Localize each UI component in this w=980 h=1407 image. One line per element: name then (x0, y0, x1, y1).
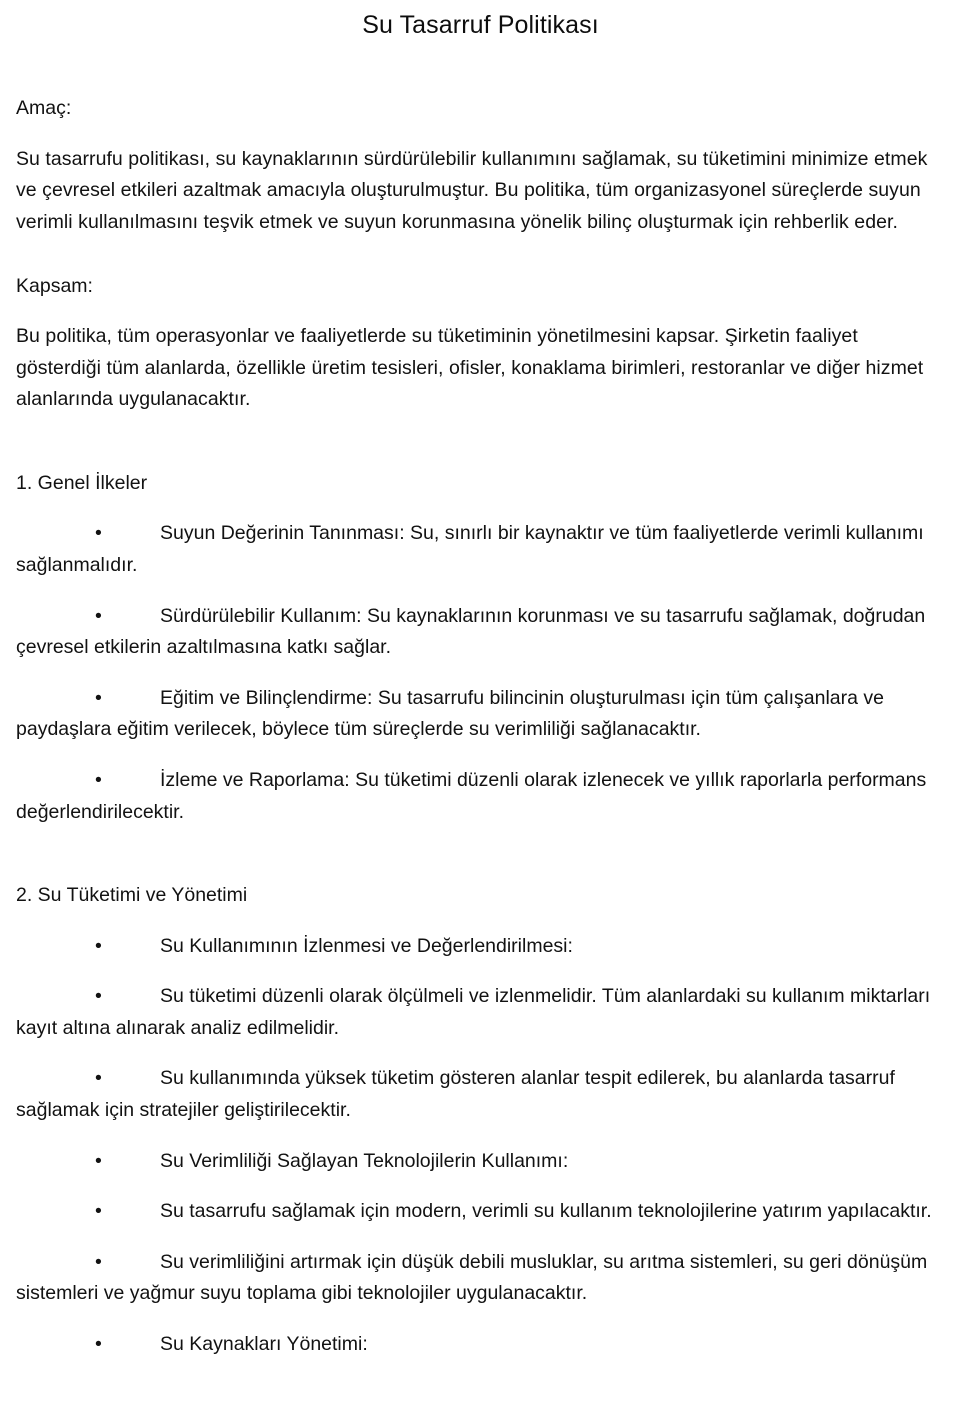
section-label-amac: Amaç: (16, 97, 72, 120)
list-item (16, 1329, 945, 1361)
section-spacer-2 (16, 416, 945, 468)
gap (16, 499, 945, 518)
list-item (16, 981, 945, 1044)
gap (16, 582, 945, 601)
list-item-text: Su Verimliliği Sağlayan Teknolojilerin Kullanımı: (160, 1149, 569, 1172)
bullet-icon: • (95, 1149, 102, 1172)
list-item-text: Su Kullanımının İzlenmesi ve Değerlendirilmesi: (160, 934, 573, 957)
list-item-text: Su tasarrufu sağlamak için modern, verimli su kullanım teknolojilerine yatırım yapılacaktır. (160, 1200, 932, 1223)
bullet-icon: • (95, 604, 102, 627)
list-item-text: Suyun Değerinin Tanınması: Su, sınırlı bir kaynaktır ve tüm faaliyetlerde verimli kullanımı sağlanmalıdır. (16, 522, 924, 577)
section-spacer-1 (16, 239, 945, 271)
bullet-icon: • (95, 1250, 102, 1273)
section-body-kapsam: Bu politika, tüm operasyonlar ve faaliyetlerde su tüketiminin yönetilmesini kapsar. Şirketin faaliyet gösterdiği tüm alanlarda, özellikle üretim tesisleri, ofisler, konaklama birimleri, restoranlar ve diğer hizmet alanlarında uygulanacaktır. (16, 325, 924, 411)
bullet-icon: • (95, 934, 102, 957)
gap (16, 912, 945, 931)
section-heading-2: 2. Su Tüketimi ve Yönetimi (16, 884, 248, 907)
bullet-icon: • (95, 522, 102, 545)
bullet-icon: • (95, 686, 102, 709)
section-body-amac: Su tasarrufu politikası, su kaynaklarının sürdürülebilir kullanımını sağlamak, su tüketimini minimize etmek ve çevresel etkileri azaltmak amacıyla oluşturulmuştur. Bu politika, tüm organizasyonel süreçlerde suyun verimli kullanılmasını teşvik etmek ve suyun korunmasına yönelik bilinç oluşturmak için rehberlik eder. (16, 147, 928, 233)
list-item (16, 1063, 945, 1126)
bullet-icon: • (95, 985, 102, 1008)
gap (16, 1310, 945, 1329)
list-item-text: Su verimliliğini artırmak için düşük debili musluklar, su arıtma sistemleri, su geri dönüşüm sistemleri ve yağmur suyu toplama gibi teknolojiler uygulanacaktır. (16, 1250, 928, 1305)
page-title: Su Tasarruf Politikası (362, 11, 599, 39)
list-item (16, 1146, 945, 1178)
list-item (16, 518, 945, 581)
gap (16, 1177, 945, 1196)
bullet-icon: • (95, 1067, 102, 1090)
gap (16, 1127, 945, 1146)
gap (16, 746, 945, 765)
bullet-icon: • (95, 1332, 102, 1355)
gap (16, 664, 945, 683)
gap (16, 1228, 945, 1247)
gap (16, 302, 945, 321)
gap (16, 962, 945, 981)
list-item (16, 765, 945, 828)
title-spacer (16, 41, 945, 93)
list-item-text: Sürdürülebilir Kullanım: Su kaynaklarının korunması ve su tasarrufu sağlamak, doğrudan çevresel etkilerin azaltılmasına katkı sağlar. (16, 604, 926, 659)
bullet-icon: • (95, 768, 102, 791)
bullet-icon: • (95, 1200, 102, 1223)
list-item (16, 1247, 945, 1310)
list-item-text: İzleme ve Raporlama: Su tüketimi düzenli olarak izlenecek ve yıllık raporlarla performans değerlendirilecektir. (16, 768, 927, 823)
list-item (16, 601, 945, 664)
list-item (16, 931, 945, 963)
gap (16, 1044, 945, 1063)
list-item-text: Eğitim ve Bilinçlendirme: Su tasarrufu bilincinin oluşturulması için tüm çalışanlara ve paydaşlara eğitim verilecek, böylece tüm süreçlerde su verimliliği sağlanacaktır. (16, 686, 884, 741)
gap (16, 125, 945, 144)
list-item (16, 683, 945, 746)
section-spacer-3 (16, 828, 945, 880)
section-heading-1: 1. Genel İlkeler (16, 471, 148, 494)
section-label-kapsam: Kapsam: (16, 274, 93, 297)
list-item (16, 1196, 945, 1228)
list-item-text: Su tüketimi düzenli olarak ölçülmeli ve izlenmelidir. Tüm alanlardaki su kullanım miktarları kayıt altına alınarak analiz edilmelidir. (16, 985, 931, 1039)
list-item-text: Su Kaynakları Yönetimi: (160, 1332, 368, 1355)
list-item-text: Su kullanımında yüksek tüketim gösteren alanlar tespit edilerek, bu alanlarda tasarruf sağlamak için stratejiler geliştirilecektir. (16, 1067, 895, 1121)
